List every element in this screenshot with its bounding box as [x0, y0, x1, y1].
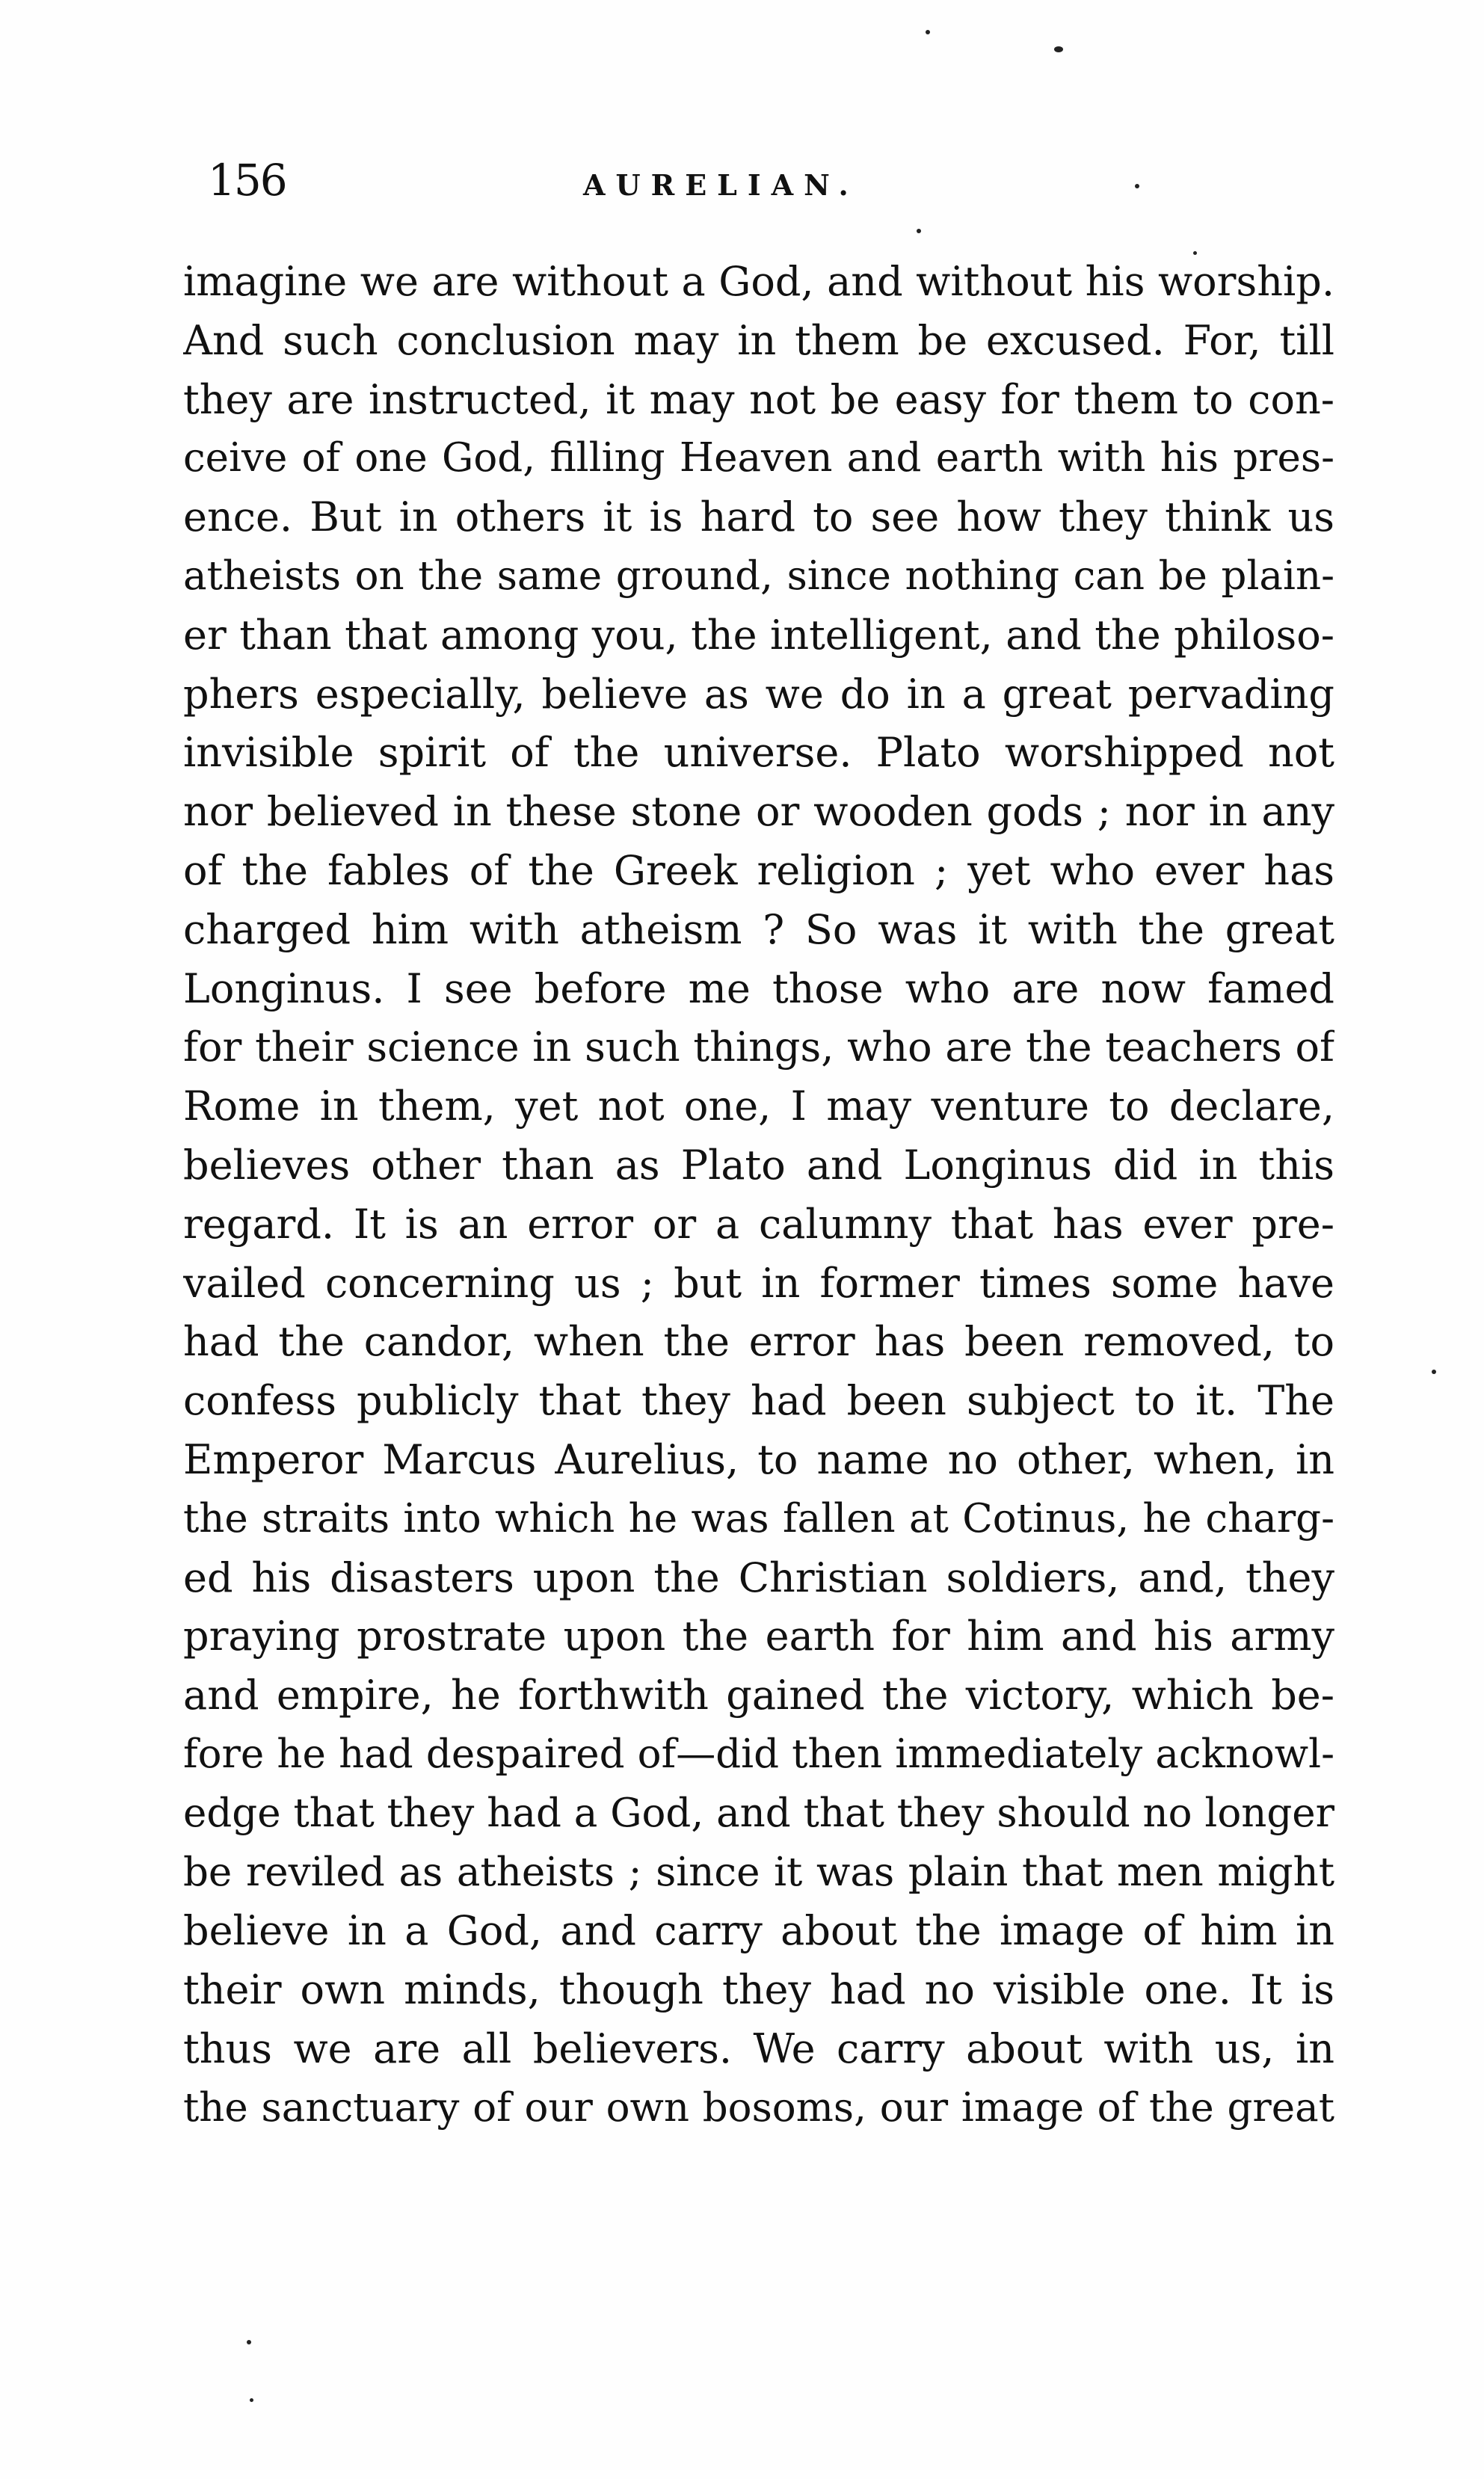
ink-speck: [1432, 1370, 1436, 1374]
text-line: atheists on the same ground, since nothing can be plain-: [183, 552, 1334, 599]
text-line: Emperor Marcus Aurelius, to name no other, when, in: [183, 1435, 1334, 1483]
text-line: nor believed in these stone or wooden gods ; nor in any: [183, 788, 1334, 836]
text-line: and empire, he forthwith gained the victory, which be-: [183, 1672, 1334, 1719]
text-line: ceive of one God, filling Heaven and earth with his pres-: [183, 435, 1334, 481]
text-line: confess publicly that they had been subject to it. The: [183, 1377, 1334, 1425]
ink-speck: [250, 2398, 253, 2402]
page-number: 156: [208, 155, 286, 206]
text-line: ence. But in others it is hard to see how they think us: [183, 493, 1334, 541]
text-line: Rome in them, yet not one, I may venture to declare,: [183, 1083, 1334, 1130]
text-line: for their science in such things, who are the teachers of: [183, 1023, 1334, 1071]
ink-speck: [917, 229, 921, 233]
text-line: the sanctuary of our own bosoms, our image of the great: [183, 2084, 1334, 2131]
body-text: [183, 253, 1334, 2138]
text-line: And such conclusion may in them be excused. For, till: [183, 316, 1334, 364]
ink-speck: [247, 2340, 251, 2344]
ink-speck: [1054, 46, 1063, 52]
text-line: phers especially, believe as we do in a great pervading: [183, 670, 1334, 718]
text-line: edge that they had a God, and that they should no longer: [183, 1790, 1334, 1836]
text-line: regard. It is an error or a calumny that has ever pre-: [183, 1200, 1334, 1248]
text-line: ed his disasters upon the Christian soldiers, and, they: [183, 1553, 1334, 1601]
text-line: be reviled as atheists ; since it was plain that men might: [183, 1849, 1334, 1895]
text-line: er than that among you, the intelligent, and the philoso-: [183, 611, 1334, 659]
text-line: their own minds, though they had no visible one. It is: [183, 1966, 1334, 2014]
text-line: thus we are all believers. We carry about with us, in: [183, 2024, 1334, 2072]
text-line: charged him with atheism ? So was it with the great: [183, 905, 1334, 953]
text-line: they are instructed, it may not be easy for them to con-: [183, 375, 1334, 423]
text-line: believe in a God, and carry about the image of him in: [183, 1907, 1334, 1955]
text-line: had the candor, when the error has been removed, to: [183, 1318, 1334, 1366]
text-line: praying prostrate upon the earth for him and his army: [183, 1613, 1334, 1660]
ink-speck: [926, 30, 930, 34]
text-line: the straits into which he was fallen at Cotinus, he charg-: [183, 1495, 1334, 1542]
ink-speck: [1135, 184, 1139, 188]
text-line: fore he had despaired of—did then immediately acknowl-: [183, 1731, 1334, 1777]
text-line: invisible spirit of the universe. Plato worshipped not: [183, 729, 1334, 777]
text-line: of the fables of the Greek religion ; yet who ever has: [183, 846, 1334, 894]
running-head: AURELIAN.: [583, 168, 859, 202]
text-line: imagine we are without a God, and without his worship.: [183, 258, 1334, 305]
text-line: vailed concerning us ; but in former times some have: [183, 1259, 1334, 1307]
text-line: believes other than as Plato and Longinus did in this: [183, 1141, 1334, 1189]
text-line: Longinus. I see before me those who are now famed: [183, 964, 1334, 1012]
